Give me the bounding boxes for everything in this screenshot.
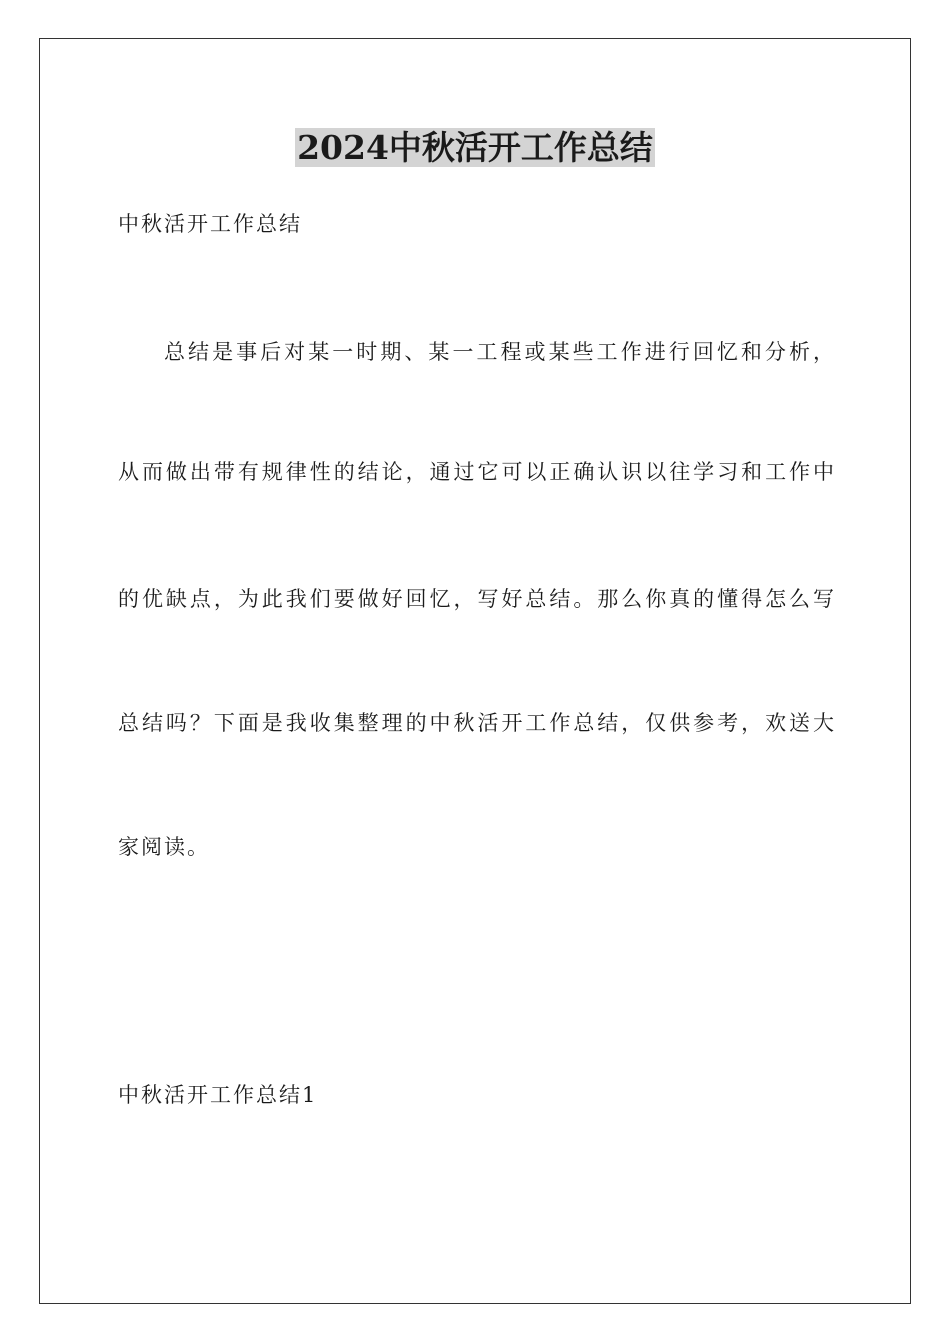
- paragraph-line: 的优缺点，为此我们要做好回忆，写好总结。那么你真的懂得怎么写: [118, 587, 834, 611]
- document-title: [0, 128, 950, 168]
- paragraph-line: 家阅读。: [118, 835, 210, 859]
- paragraph-line: 从而做出带有规律性的结论，通过它可以正确认识以往学习和工作中: [118, 460, 834, 484]
- paragraph-line: 总结吗？下面是我收集整理的中秋活开工作总结，仅供参考，欢送大: [118, 711, 834, 735]
- document-title-text: 2024中秋活开工作总结: [297, 128, 653, 167]
- section-heading: 中秋活开工作总结1: [118, 1083, 318, 1107]
- paragraph-line: 总结是事后对某一时期、某一工程或某些工作进行回忆和分析，: [164, 340, 834, 364]
- intro-heading: 中秋活开工作总结: [118, 212, 302, 236]
